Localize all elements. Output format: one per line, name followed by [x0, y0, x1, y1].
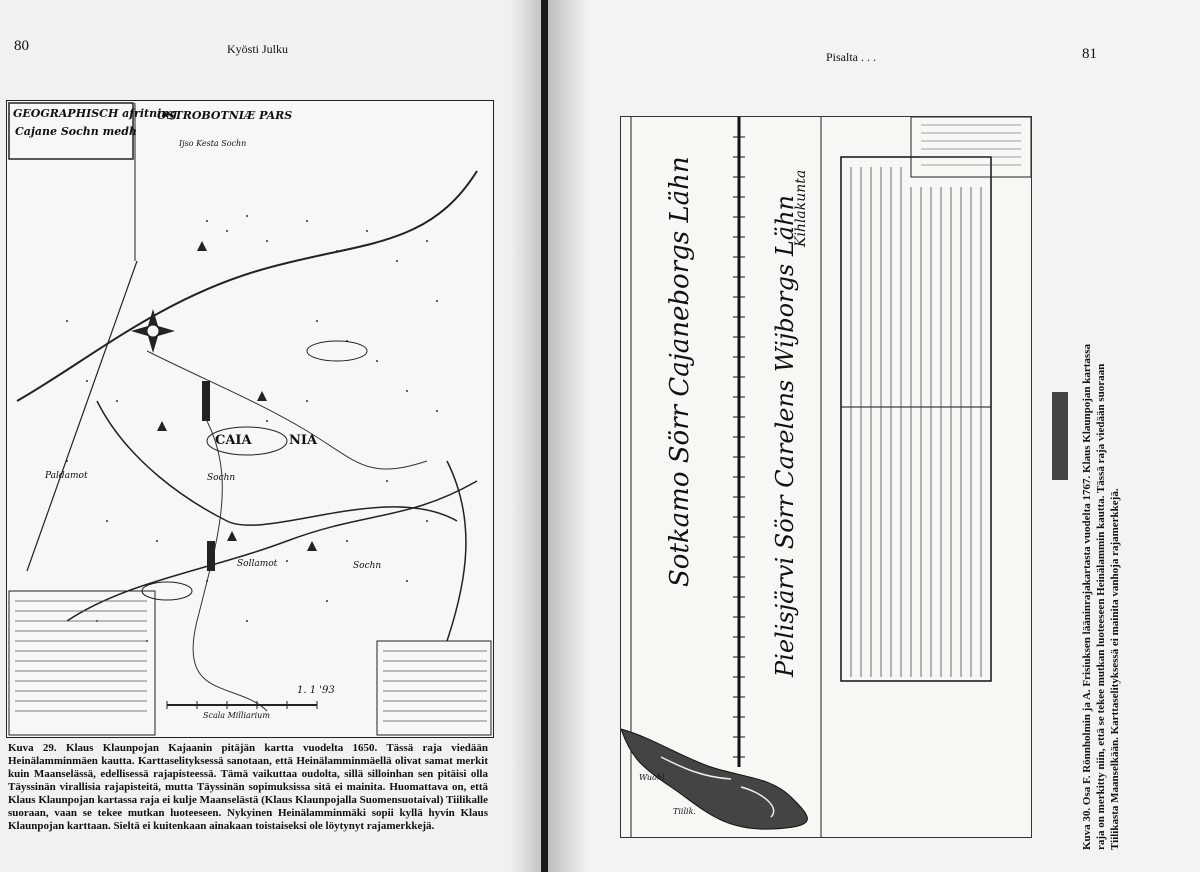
caption-figure-29: Kuva 29. Klaus Klaunpojan Kajaanin pitäjän kartta vuodelta 1650. Tässä raja viedään Heinälamminmäen kautta. Karttaselityksessä sanotaan, että Heinälamminmäellä olivat samat merkit kuin Maanselässä, edellisessä rajapisteessä. Tämä vaikuttaa oudolta, sillä silloinhan sen pitäisi olla Täyssinän virallisia rajapisteitä, mutta Täyssinän sopimuksissa sitä ei mainita. Huomattava on, että Klaus Klaunpojan kartassa raja ei kulje Maanselästä (Klaus Klaunpojalla Suomensuotaival) Tiilikalle suoraan, vaan se tekee mutkan luoteeseen. Nykyinen Heinälamminmäki sopii kyllä hyvin Klaus Klaunpojan karttaan. Sieltä ei kuitenkaan ainakaan toistaiseksi ole löytynyt rajamerkkejä. [8, 742, 488, 832]
map-place-4: Paldamot [45, 471, 88, 481]
cartouche-line-1: GEOGRAPHISCH afritning [13, 107, 177, 120]
map-lake-label-2: Tiilik. [673, 807, 696, 816]
cartouche-line-2: Cajane Sochn medh [15, 125, 137, 138]
map-side-strip [1052, 392, 1068, 480]
map-scale-label: Scala Milliarium [203, 711, 270, 720]
gutter-shadow-left [510, 0, 540, 872]
map-vertical-text-4: Kihlakunta [793, 169, 809, 247]
compass-rose [131, 309, 175, 353]
right-page [548, 0, 1200, 872]
map-kajaani-1650 [6, 100, 494, 738]
map-bottom-number: 1. 1 '93 [297, 685, 335, 696]
map-place-2: Sollamot [237, 559, 278, 569]
map-place-1: Sochn [207, 473, 236, 483]
caption-figure-30: Kuva 30. Osa F. Rönnholmin ja A. Frisiuksen lääninrajakartasta vuodelta 1767. Klaus Klaunpojan kartassa raja on merkitty niin, että se tekee mutkan luoteeseen Heinälammin kautta. Tässä raja viedään suoraan Tiilikasta Maanselkään. Karttaselityksessä ei mainita vanhoja rajamerkkejä. [1081, 344, 1121, 850]
page-number-left: 80 [14, 38, 29, 54]
map-vertical-text-3: Pielisjärvi Sörr Carelens Wijborgs Lähn [771, 195, 799, 677]
page-number-right: 81 [1082, 46, 1097, 62]
map-vertical-text-1: Sotkamo Sörr Cajaneborgs Lähn [665, 156, 695, 587]
left-page [0, 0, 541, 872]
map-place-3: Sochn [353, 561, 382, 571]
map-center-label-1: CAIA [215, 433, 252, 448]
map-boundary-1767 [620, 116, 1032, 838]
running-head-left: Kyösti Julku [227, 42, 289, 56]
map-sub-label: Ijso Kesta Sochn [179, 139, 247, 148]
caption-figure-30-wrap [1080, 330, 1138, 850]
gutter-shadow-right [548, 0, 588, 872]
map-drawing [7, 101, 493, 737]
running-head-right: Pisalta . . . [826, 50, 876, 64]
map-top-title: OSTROBOTNIÆ PARS [157, 109, 293, 122]
map-lake-label-1: Wuohi [639, 773, 665, 782]
map-center-label-2: NIA [289, 433, 318, 448]
